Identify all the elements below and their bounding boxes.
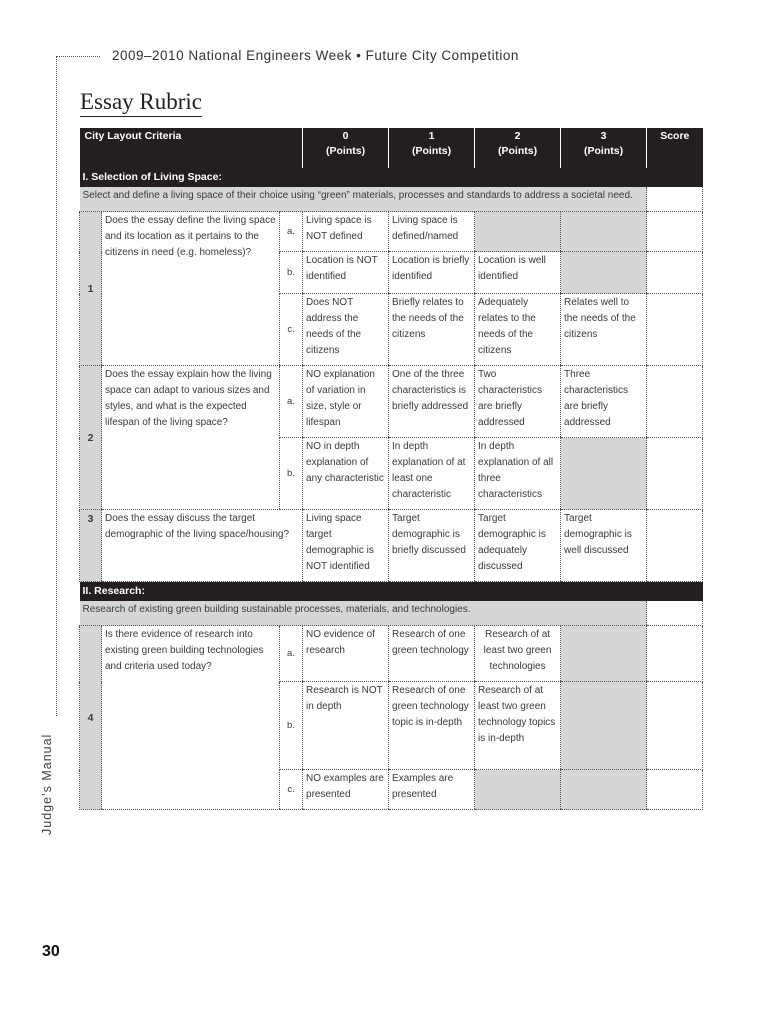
shaded-cell [561,438,647,510]
section-description: Research of existing green building sustainable processes, materials, and technologies. [80,601,647,626]
section-row [80,168,703,187]
question-text: Does the essay discuss the target demographic of the living space/housing? [102,510,303,582]
score-cell[interactable] [647,601,703,626]
score-cell[interactable] [647,510,703,582]
table-row [80,510,703,582]
points-0-cell: Does NOT address the needs of the citizens [303,294,389,366]
score-header: Score [647,128,703,168]
header-rule [56,56,100,57]
section-description-row [80,187,703,212]
points-1-cell: Research of one green technology topic is in-depth [389,682,475,770]
page-title: Essay Rubric [80,88,202,117]
points-1-header: 1 (Points) [389,128,475,168]
page-number: 30 [42,943,60,960]
margin-rule [56,56,57,716]
points-1-cell: In depth explanation of at least one characteristic [389,438,475,510]
shaded-cell [561,626,647,682]
points-0-cell: NO explanation of variation in size, style or lifespan [303,366,389,438]
question-number: 1 [80,212,102,366]
points-0-cell: Living space target demographic is NOT identified [303,510,389,582]
score-cell[interactable] [647,770,703,810]
points-2-cell: Two characteristics are briefly addressed [475,366,561,438]
criteria-header: City Layout Criteria [80,128,303,168]
points-1-cell: Examples are presented [389,770,475,810]
criterion-letter: a. [280,212,303,252]
points-0-cell: NO examples are presented [303,770,389,810]
score-cell[interactable] [647,438,703,510]
criterion-letter: c. [280,770,303,810]
points-1-cell: Briefly relates to the needs of the citizens [389,294,475,366]
score-cell[interactable] [647,212,703,252]
shaded-cell [561,212,647,252]
score-cell[interactable] [647,682,703,770]
score-cell[interactable] [647,626,703,682]
running-header: 2009–2010 National Engineers Week • Future City Competition [112,48,519,63]
points-2-cell: Adequately relates to the needs of the citizens [475,294,561,366]
points-2-cell: In depth explanation of all three characteristics [475,438,561,510]
score-cell[interactable] [647,187,703,212]
points-3-cell: Three characteristics are briefly addressed [561,366,647,438]
points-3-cell: Target demographic is well discussed [561,510,647,582]
shaded-cell [561,682,647,770]
score-cell[interactable] [647,366,703,438]
section-description-row [80,601,703,626]
criterion-letter: b. [280,252,303,294]
points-0-cell: Living space is NOT defined [303,212,389,252]
shaded-cell [475,770,561,810]
section-title: I. Selection of Living Space: [80,168,703,187]
section-description: Select and define a living space of their choice using “green” materials, processes and standards to address a societal need. [80,187,647,212]
question-text: Does the essay explain how the living space can adapt to various sizes and styles, and what is the expected lifespan of the living space? [102,366,280,510]
question-text: Is there evidence of research into existing green building technologies and criteria used today? [102,626,280,810]
criterion-letter: a. [280,366,303,438]
question-number: 3 [80,510,102,582]
points-0-cell: Location is NOT identified [303,252,389,294]
essay-rubric-table [79,128,703,810]
points-0-cell: NO evidence of research [303,626,389,682]
points-2-cell: Location is well identified [475,252,561,294]
points-1-cell: Living space is defined/named [389,212,475,252]
criterion-letter: b. [280,438,303,510]
criterion-letter: a. [280,626,303,682]
points-1-cell: Location is briefly identified [389,252,475,294]
criterion-letter: c. [280,294,303,366]
points-3-header: 3 (Points) [561,128,647,168]
points-2-cell: Research of at least two green technologies [475,626,561,682]
table-row [80,626,703,682]
section-title: II. Research: [80,582,703,602]
points-0-cell: NO in depth explanation of any characteristic [303,438,389,510]
header-row [80,128,703,168]
question-text: Does the essay define the living space and its location as it pertains to the citizens in need (e.g. homeless)? [102,212,280,366]
shaded-cell [561,770,647,810]
score-cell[interactable] [647,252,703,294]
shaded-cell [475,212,561,252]
question-number: 2 [80,366,102,510]
points-1-cell: Research of one green technology [389,626,475,682]
table-row [80,212,703,252]
question-number: 4 [80,626,102,810]
criterion-letter: b. [280,682,303,770]
score-cell[interactable] [647,294,703,366]
shaded-cell [561,252,647,294]
points-2-header: 2 (Points) [475,128,561,168]
table-row [80,366,703,438]
points-1-cell: Target demographic is briefly discussed [389,510,475,582]
section-row [80,582,703,602]
side-label: Judge’s Manual [40,733,54,835]
points-2-cell: Target demographic is adequately discussed [475,510,561,582]
points-1-cell: One of the three characteristics is briefly addressed [389,366,475,438]
points-0-cell: Research is NOT in depth [303,682,389,770]
points-0-header: 0 (Points) [303,128,389,168]
points-2-cell: Research of at least two green technology topics is in-depth [475,682,561,770]
points-3-cell: Relates well to the needs of the citizens [561,294,647,366]
